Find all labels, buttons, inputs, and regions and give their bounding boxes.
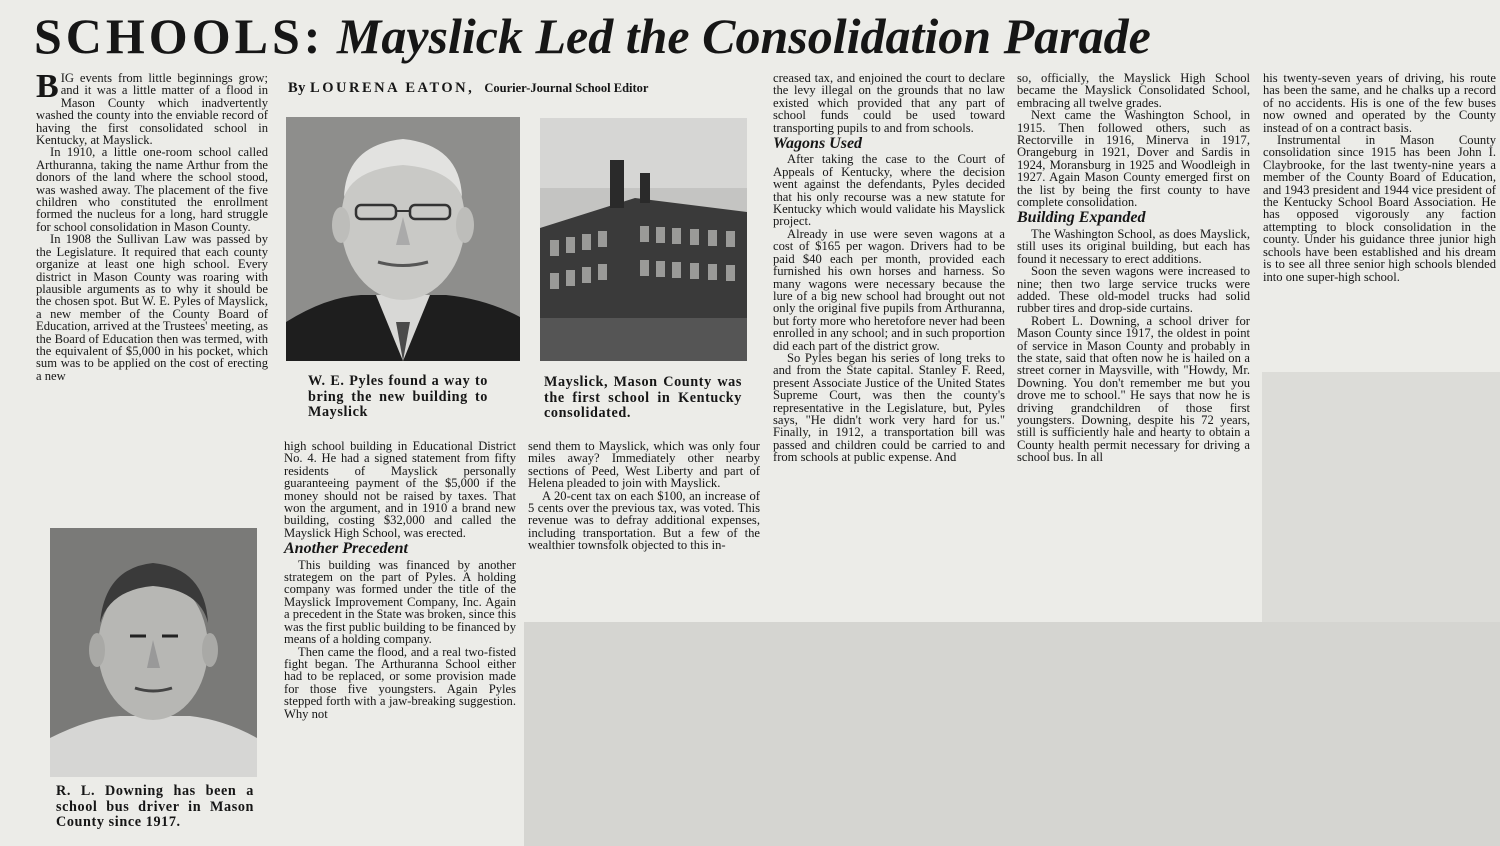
paragraph: send them to Mayslick, which was only four miles away? Immediately other nearby sections of Peed, West Liberty and part of Helena pleaded to join with Mayslick. (528, 439, 760, 491)
paragraph: high school building in Educational District No. 4. He had a signed statement from fifty residents of Mayslick personally guaranteeing payment of the $5,000 if the money should not be raised by taxes. That won the argument, and in 1910 a brand new building, costing $32,000 and called the Mayslick High School, was erected. (284, 439, 516, 540)
subhead-wagons-used: Wagons Used (773, 135, 863, 153)
paragraph: Already in use were seven wagons at a cost of $165 per wagon. Drivers had to be paid $40 each per month, provided each furnished his own horses and harness. So many wagons were necessary because the lure of a big new school had brought out not only the original five pupils from Arthuranna, but forty more who heretofore never had been enrolled in any school; and in such proportion did each part of the district grow. (773, 226, 1005, 353)
paragraph: A 20-cent tax on each $100, an increase of 5 cents over the previous tax, was voted. This revenue was to defray additional expenses, including transportation. But a few of the wealthier townsfolk objected to this in- (528, 488, 760, 553)
byline-prefix: By (288, 80, 306, 96)
paragraph: This building was financed by another strategem on the part of Pyles. A holding company was formed under the title of the Mayslick Improvement Company, Inc. Again a precedent in the State was broken, since this was the first public building to be financed by means of a holding company. (284, 557, 516, 647)
blank-area (524, 622, 1500, 846)
byline-title: Courier-Journal School Editor (484, 81, 649, 95)
article-column-4 (773, 72, 1005, 464)
blank-area-right (1262, 372, 1500, 622)
downing-portrait-image (50, 528, 257, 777)
school-building-image (540, 118, 747, 361)
byline (288, 80, 758, 97)
pyles-photo (286, 117, 520, 361)
article-column-6 (1263, 72, 1496, 283)
subhead-another-precedent: Another Precedent (284, 540, 408, 558)
headline (34, 6, 1474, 66)
paragraph: creased tax, and enjoined the court to declare the levy illegal on the grounds that no law existed which provided that any part of school funds could be used toward transporting pupils to and from schools. (773, 71, 1005, 135)
downing-photo (50, 528, 257, 777)
pyles-caption: W. E. Pyles found a way to bring the new building to Mayslick (308, 373, 488, 420)
paragraph: Soon the seven wagons were increased to nine; then two large service trucks were added. These old-model trucks had solid rubber tires and drop-side curtains. (1017, 264, 1250, 316)
paragraph: So Pyles began his series of long treks to and from the State capital. Stanley F. Reed, present Associate Justice of the United States Supreme Court, was then the county's representative in the Legislature, but, Pyles says, "He didn't work very hard for us." Finally, in 1912, a transportation bill was passed and children could be carried to and from schools at public expense. And (773, 350, 1005, 465)
paragraph: Next came the Washington School, in 1915. Then followed others, such as Rectorville in 1916, Minerva in 1917, Orangeburg in 1921, Dover and Sardis in 1924, Moransburg in 1925 and Woodleigh in 1927. Again Mason County emerged first on the list by being the first county to have complete consolidation. (1017, 108, 1250, 210)
paragraph: In 1910, a little one-room school called Arthuranna, taking the name Arthur from the donors of the land where the school stood, was washed away. The placement of the five children who constituted the enrollment formed the nucleus for a long, hard struggle for school consolidation in Mason County. (36, 145, 268, 234)
paragraph: In 1908 the Sullivan Law was passed by the Legislature. It required that each county organize at least one high school. Every district in Mason County was roaring with plausible arguments as to why it should be the chosen spot. But W. E. Pyles of Mayslick, a new member of the County Board of Education, arrived at the Trustees' meeting, as the Board of Education then was termed, with the equivalent of $5,000 in his pocket, which sum was to be applied on the cost of erecting a new (36, 232, 268, 383)
article-column-5 (1017, 72, 1250, 464)
school-caption: Mayslick, Mason County was the first school in Kentucky consolidated. (544, 374, 742, 421)
headline-lead: SCHOOLS: (34, 8, 325, 64)
byline-author: LOURENA EATON, (310, 80, 475, 96)
article-column-1 (36, 68, 268, 383)
subhead-building-expanded: Building Expanded (1017, 209, 1146, 227)
pyles-portrait-image (286, 117, 520, 361)
paragraph: Robert L. Downing, a school driver for Mason County since 1917, the oldest in point of service in Mason County and probably in the state, said that often now he is hailed on a street corner in Maysville, with "Howdy, Mr. Downing. You don't remember me but you drove me to school." He says that now he is driving grandchildren of those first youngsters. Downing, despite his 72 years, still is sufficiently hale and hearty to obtain a County health permit necessary for driving a school bus. In all (1017, 313, 1250, 465)
downing-caption: R. L. Downing has been a school bus driver in Mason County since 1917. (56, 783, 254, 830)
paragraph: Then came the flood, and a real two-fisted fight began. The Arthuranna School either had to be replaced, or some provision made for those five youngsters. Again Pyles stepped forth with a jaw-breaking suggestion. Why not (284, 644, 516, 721)
paragraph: BIG events from little beginnings grow; and it was a little matter of a flood in Mason County which inadvertently washed the county into the enviable record of having the first consolidated school in Kentucky, at Mayslick. (36, 68, 268, 148)
paragraph: The Washington School, as does Mayslick, still uses its original building, but each has found it necessary to erect additions. (1017, 226, 1250, 266)
paragraph: Instrumental in Mason County consolidation since 1915 has been John I. Claybrooke, for the last twenty-nine years a member of the County Board of Education, and 1943 president and 1944 vice president of the Kentucky School Board Association. He has opposed vigorously any faction attempting to block consolidation in the county. Under his guidance three junior high schools have been established and his dream is to see all three senior high schools blended into one super-high school. (1263, 133, 1496, 284)
paragraph: so, officially, the Mayslick High School became the Mayslick Consolidated School, embracing all twelve grades. (1017, 71, 1250, 110)
school-photo (540, 118, 747, 361)
headline-rest: Mayslick Led the Consolidation Parade (336, 8, 1151, 64)
drop-cap: B (36, 68, 59, 105)
paragraph: his twenty-seven years of driving, his route has been the same, and he chalks up a record of no accidents. His is one of the few buses now owned and operated by the County instead of on a contract basis. (1263, 71, 1496, 135)
article-column-2 (284, 440, 516, 720)
article-column-3 (528, 440, 760, 552)
paragraph: After taking the case to the Court of Appeals of Kentucky, where the decision went against the defendants, Pyles decided that his only recourse was a new statute for Kentucky which would validate his Mayslick project. (773, 152, 1005, 229)
